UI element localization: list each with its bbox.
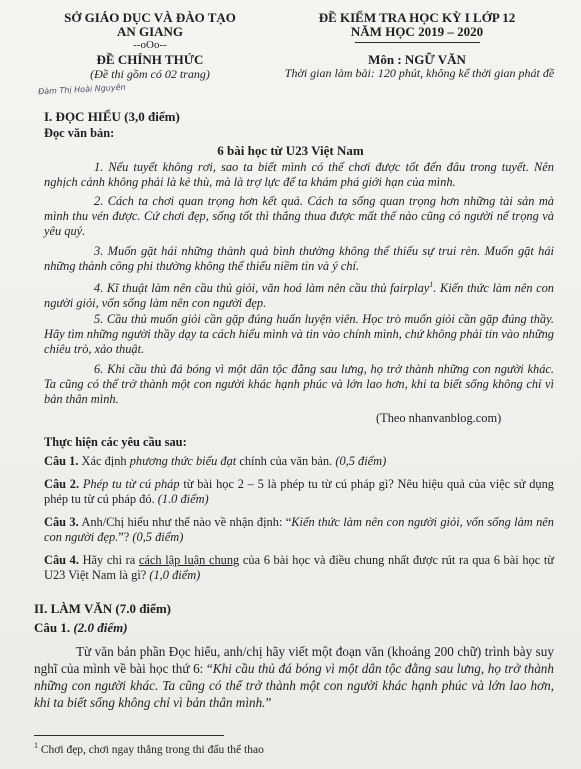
q1-text: Xác định: [78, 454, 130, 468]
province-name: AN GIANG: [116, 24, 184, 39]
lesson-4: [44, 277, 554, 312]
q1-points: (0,5 điểm): [335, 454, 387, 468]
lesson-2: 2. Cách ta chơi quan trọng hơn kết quả. Cách ta sống quan trọng hơn những tài sản mà mình thu vén được. Cứ chơi đẹp, sống tốt thì thắng thua được mất thế nào cũng có người nể trọng và yêu quý.: [44, 194, 554, 239]
q1-label: Câu 1.: [44, 454, 79, 468]
section2-title: II. LÀM VĂN (7.0 điểm): [34, 601, 171, 616]
footnote: [34, 741, 264, 756]
tasks-label: Thực hiện các yêu cầu sau:: [44, 435, 187, 449]
q2-em: Phép tu từ cú pháp: [79, 477, 180, 491]
q1-em: phương thức biểu đạt: [129, 454, 237, 468]
q3-points: (0,5 điểm): [132, 530, 184, 545]
lesson-3: 3. Muốn gặt hái những thành quả bình thường không thể thiếu sự trui rèn. Muốn gặt hái những thành công phi thường không thể thiếu niềm tin và ý chí.: [44, 244, 554, 274]
dept-name: SỞ GIÁO DỤC VÀ ĐÀO TẠO: [64, 10, 236, 25]
question-3: [44, 515, 554, 545]
c1-text: Từ văn bản phần Đọc hiểu, anh/chị hãy viết một đoạn văn (khoảng 200 chữ) trình bày suy nghĩ của mình về bài học thứ 6: “: [34, 644, 554, 676]
lesson-6: 6. Khi cầu thủ đá bóng vì một dân tộc đằng sau lưng, họ trở thành những con người khác. Ta cũng có thể trở thành một con người khác hạnh phúc và lớn lao hơn, khi ta biết sống không chỉ vì bản thân mình.: [44, 362, 554, 407]
q2-label: Câu 2.: [44, 477, 80, 491]
q4-label: Câu 4.: [44, 553, 79, 567]
q3-text: Anh/Chị hiểu như thế nào về nhận định: “: [78, 515, 292, 529]
essay-question-1: [34, 643, 554, 711]
question-2: [44, 477, 554, 507]
header-decoration: --oOo--: [133, 39, 167, 51]
school-year: NĂM HỌC 2019 – 2020: [350, 24, 484, 39]
c1-points: (2.0 điểm): [70, 620, 128, 635]
q4-points: (1,0 điểm): [149, 568, 201, 583]
official-label: ĐỀ CHÍNH THỨC: [96, 52, 204, 67]
essay-question-1-heading: [34, 620, 128, 636]
q1-tail: chính của văn bản.: [236, 454, 336, 468]
q4-tail: của 6 bài học và điều chung nhất được rút ra qua 6 bài học từ U23 Việt Nam là gì?: [44, 553, 555, 583]
q2-text: từ bài học 2 – 5 là phép tu từ cú pháp gì? Nêu hiệu quả của việc sử dụng phép tu từ cú pháp đó.: [44, 477, 554, 507]
exam-title: ĐỀ KIỂM TRA HỌC KỲ I LỚP 12: [318, 10, 516, 25]
q4-underline: cách lập luận chung: [138, 553, 240, 567]
lesson-4-lead: 4. Kĩ thuật làm nên cầu thủ giỏi, văn hoá làm nên cầu thủ fairplay: [94, 281, 430, 296]
lesson-4-rest: . Kiến thức làm nên con người giỏi, vốn sống làm nên con người đẹp.: [44, 281, 554, 311]
lesson-1: 1. Nếu tuyết không rơi, sao ta biết mình có thể chơi được tốt đến đâu trong tuyết. Nên nghịch cảnh không phải là kẻ thù, mà là trợ lực để ta khám phá giới hạn của mình.: [44, 160, 554, 190]
pages-note: (Đề thi gồm có 02 trang): [90, 67, 210, 81]
footnote-divider: [34, 735, 224, 736]
q3-label: Câu 3.: [44, 515, 79, 529]
q3-tail: ”?: [118, 530, 133, 545]
footnote-text: Chơi đẹp, chơi ngay thẳng trong thi đấu thể thao: [38, 743, 264, 756]
time-note: Thời gian làm bài: 120 phút, không kể thời gian phát đề: [284, 66, 555, 80]
handwritten-name: Đàm Thị Hoài Nguyên: [37, 82, 126, 97]
lesson-5: 5. Cầu thủ muốn giỏi cần gặp đúng huấn luyện viên. Học trò muốn giỏi cần gặp đúng thầy. Hãy tìm những người thầy dạy ta cách hiểu mình và tin vào chính mình, chứ không phải tin vào những chiêu trò, xảo thuật.: [44, 312, 554, 357]
section1-title: I. ĐỌC HIỂU (3,0 điểm): [44, 109, 180, 124]
c1-end: ”: [265, 695, 272, 710]
footnote-mark: 1: [34, 741, 38, 750]
read-label: Đọc văn bản:: [44, 126, 115, 140]
header-divider: [355, 42, 480, 43]
q4-text: Hãy chỉ ra: [78, 553, 139, 567]
subject-label: Môn : NGỮ VĂN: [368, 52, 466, 67]
question-1: [44, 454, 554, 469]
q2-points: (1.0 điểm): [157, 492, 209, 507]
c1-quote: Khi cầu thủ đá bóng vì một dân tộc đằng sau lưng, họ trở thành những con người khác. Ta cũng có thể trở thành một con người khác hạnh phúc và lớn lao hơn, khi ta biết sống không chỉ vì bản thân mình.: [34, 661, 554, 710]
footnote-ref: 1: [429, 280, 434, 289]
source-credit: (Theo nhanvanblog.com): [376, 411, 502, 425]
c1-label: Câu 1.: [34, 620, 71, 635]
question-4: [44, 553, 554, 583]
passage-title: 6 bài học từ U23 Việt Nam: [217, 143, 364, 158]
q3-em: Kiến thức làm nên con người giỏi, vốn sống làm nên con người đẹp.: [44, 515, 554, 545]
